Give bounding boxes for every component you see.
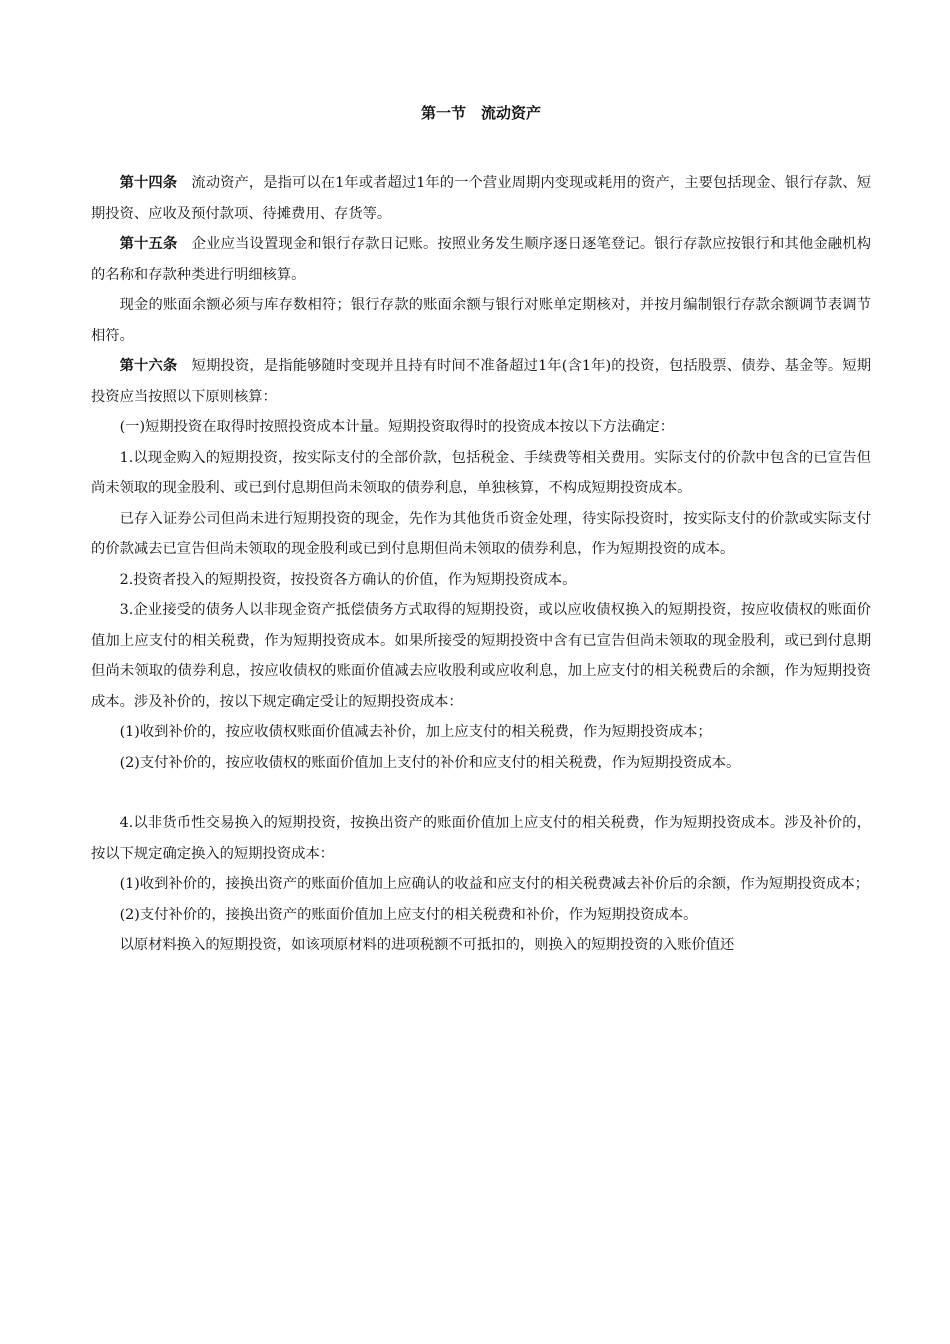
paragraph: (2)支付补价的，接换出资产的账面价值加上应支付的相关税费和补价，作为短期投资成本。 <box>119 906 698 923</box>
paragraph: (一)短期投资在取得时按照投资成本计量。短期投资取得时的投资成本按以下方法确定： <box>119 419 675 435</box>
article-14 <box>91 168 871 229</box>
paragraph: 4.以非货币性交易换入的短期投资，按换出资产的账面价值加上应支付的相关税费，作为短期投资成本。涉及补价的，按以下规定确定换入的短期投资成本： <box>91 815 871 862</box>
article-15 <box>91 229 871 290</box>
article-number: 第十六条 <box>119 358 178 374</box>
paragraph: (2)支付补价的，按应收债权的账面价值加上支付的补价和应支付的相关税费，作为短期投资成本。 <box>119 754 741 771</box>
paragraph: 现金的账面余额必须与库存数相符；银行存款的账面余额与银行对账单定期核对，并按月编制银行存款余额调节表调节相符。 <box>91 297 871 344</box>
paragraph: 以原材料换入的短期投资，如该项原材料的进项税额不可抵扣的，则换入的短期投资的入账价值还 <box>119 937 735 953</box>
document-body <box>91 98 871 961</box>
article-16 <box>91 351 871 412</box>
section-title: 第一节 流动资产 <box>420 104 541 122</box>
paragraph: (1)收到补价的，接换出资产的账面价值加上应确认的收益和应支付的相关税费减去补价后的余额，作为短期投资成本； <box>119 876 869 892</box>
article-number: 第十五条 <box>119 236 178 252</box>
article-text: 流动资产，是指可以在1年或者超过1年的一个营业周期内变现或耗用的资产，主要包括现金、银行存款、短期投资、应收及预付款项、待摊费用、存货等。 <box>91 175 872 222</box>
paragraph: 已存入证券公司但尚未进行短期投资的现金，先作为其他货币资金处理，待实际投资时，按实际支付的价款或实际支付的价款减去已宣告但尚未领取的现金股利或已到付息期但尚未领取的债券利息，作为短期投资的成本。 <box>91 510 871 557</box>
paragraph: 2.投资者投入的短期投资，按投资各方确认的价值，作为短期投资成本。 <box>119 571 577 588</box>
blank-line <box>91 778 871 808</box>
paragraph: 3.企业接受的债务人以非现金资产抵偿债务方式取得的短期投资，或以应收债权换入的短期投资，按应收债权的账面价值加上应支付的相关税费，作为短期投资成本。如果所接受的短期投资中含有已宣告但尚未领取的现金股利，或已到付息期但尚未领取的债券利息，按应收债权的账面价值减去应收股利或应收利息，加上应支付的相关税费后的余额，作为短期投资成本。涉及补价的，按以下规定确定受让的短期投资成本： <box>91 602 871 710</box>
article-text: 短期投资，是指能够随时变现并且持有时间不准备超过1年(含1年)的投资，包括股票、债券、基金等。短期投资应当按照以下原则核算： <box>91 358 872 405</box>
article-number: 第十四条 <box>119 175 178 191</box>
paragraph: 1.以现金购入的短期投资，按实际支付的全部价款，包括税金、手续费等相关费用。实际支付的价款中包含的已宣告但尚未领取的现金股利、或已到付息期但尚未领取的债券利息，单独核算，不构成短期投资成本。 <box>91 449 871 496</box>
article-text: 企业应当设置现金和银行存款日记账。按照业务发生顺序逐日逐笔登记。银行存款应按银行和其他金融机构的名称和存款种类进行明细核算。 <box>91 236 871 283</box>
paragraph: (1)收到补价的，按应收债权账面价值减去补价，加上应支付的相关税费，作为短期投资成本； <box>119 724 712 740</box>
